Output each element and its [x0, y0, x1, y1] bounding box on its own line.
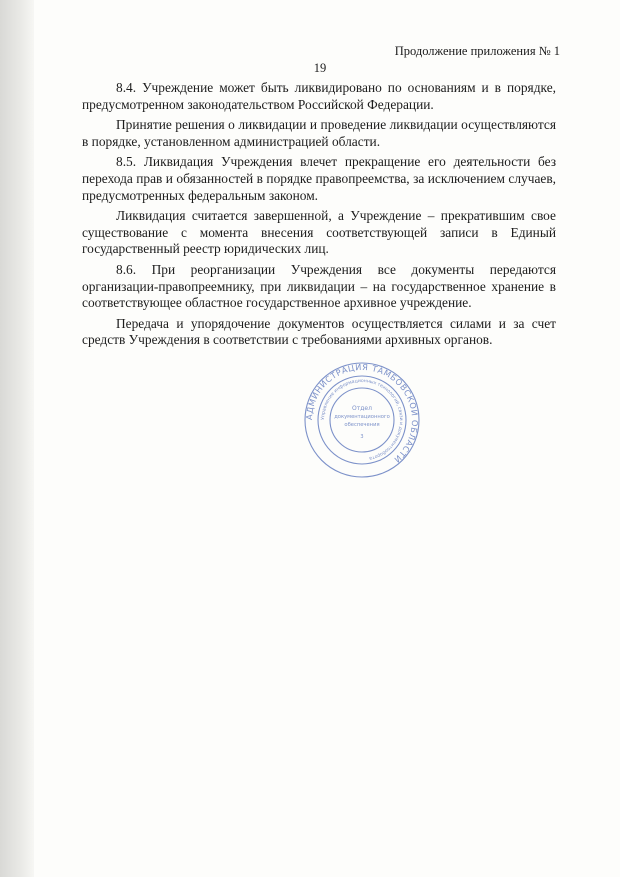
document-body [82, 80, 556, 353]
official-seal [302, 360, 422, 480]
appendix-continuation-note: Продолжение приложения № 1 [394, 44, 560, 58]
seal-center-line-3: обеспечения [344, 422, 380, 428]
seal-middle-ring [318, 376, 406, 464]
paragraph-documents-transfer: Передача и упорядочение документов осуществляется силами и за счет средств Учреждения в соответствии с требованиями архивных органов. [82, 315, 556, 348]
seal-graphic [302, 360, 422, 480]
seal-inner-ring [330, 388, 394, 452]
paragraph-8-6: 8.6. При реорганизации Учреждения все документы передаются организации-правопреемнику, при ликвидации – на государственное хранение в соответствующее областное государственное архивное учреждение. [82, 261, 556, 311]
page-number: 19 [313, 61, 327, 75]
paragraph-liquidation-decision: Принятие решения о ликвидации и проведение ликвидации осуществляются в порядке, установленном администрацией области. [82, 117, 556, 149]
scan-shadow-edge [0, 0, 34, 877]
seal-outer-text: АДМИНИСТРАЦИЯ ТАМБОВСКОЙ ОБЛАСТИ [303, 361, 421, 466]
seal-center-line-2: документационного [334, 414, 390, 420]
paragraph-8-4: 8.4. Учреждение может быть ликвидировано по основаниям и в порядке, предусмотренном законодательством Российской Федерации. [82, 80, 556, 112]
seal-center-line-1: Отдел [352, 405, 372, 412]
paragraph-8-5: 8.5. Ликвидация Учреждения влечет прекращение его деятельности без перехода прав и обязанностей в порядке правопреемства, за исключением случаев, предусмотренных федеральным законом. [82, 154, 556, 203]
paragraph-liquidation-complete: Ликвидация считается завершенной, а Учреждение – прекратившим свое существование с момента внесения соответствующей записи в Единый государственный реестр юридических лиц. [82, 208, 556, 257]
seal-inner-text: Управление информационных технологий, связи и документооборота [320, 378, 404, 461]
seal-center-line-4: 3 [360, 434, 364, 440]
